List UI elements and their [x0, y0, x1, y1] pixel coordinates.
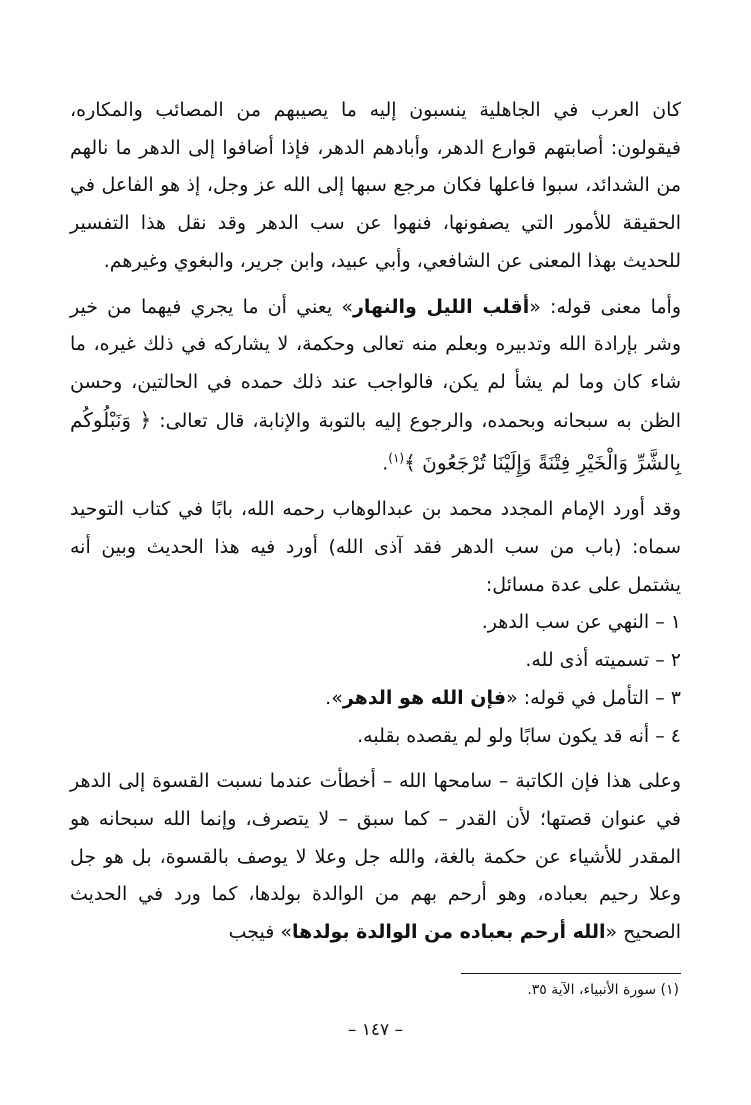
issues-list	[70, 604, 681, 755]
list-item: ١ – النهي عن سب الدهر.	[481, 611, 681, 634]
list-item-3-end: ».	[325, 686, 343, 709]
paragraph-2-intro: وأما معنى قوله: «	[529, 295, 681, 318]
list-item	[70, 680, 681, 718]
footnote: (١) سورة الأنبياء، الآية ٣٥.	[527, 982, 679, 998]
paragraph-4-end: » فيجب	[228, 921, 293, 944]
paragraph-4-body: وعلى هذا فإن الكاتبة – سامحها الله – أخطأت عندما نسبت القسوة إلى الدهر في عنوان قصتها؛ لأن القدر – كما سبق – لا يتصرف، وإنما الله سبحانه هو المقدر للأشياء عن حكمة بالغة، والله جل وعلا لا يوصف بالقسوة، بل هو جل وعلا رحيم بعباده، وهو أرحم بهم من الوالدة بولدها، كما ورد في الحديث الصحيح «	[70, 770, 681, 944]
footnote-divider	[461, 973, 681, 974]
list-item-3-bold: فإن الله هو الدهر	[342, 686, 507, 709]
list-item: ٢ – تسميته أذى لله.	[525, 649, 681, 672]
list-item-3-intro: ٣ – التأمل في قوله: «	[506, 686, 681, 709]
paragraph-2-body: » يعني أن ما يجري فيهما من خير وشر بإرادة الله وتدبيره وبعلم منه تعالى وحكمة، لا يشاركه في ذلك غيره، ما شاء كان وما لم يشأ لم يكن، فالواجب عند ذلك حمده في الحالتين، وحسن الظن به سبحانه وبحمده، والرجوع إليه بالتوبة والإنابة، قال تعالى:	[70, 295, 681, 432]
hadith-phrase-bold: أقلب الليل والنهار	[352, 295, 530, 318]
quran-verse: ﴿ وَنَبْلُوكُم بِالشَّرِّ وَالْخَيْرِ فِتْنَةً وَإِلَيْنَا تُرْجَعُونَ ﴾	[70, 407, 681, 475]
paragraph-2-end: .	[382, 452, 389, 475]
list-item: ٤ – أنه قد يكون سابًا ولو لم يقصده بقلبه.	[357, 724, 681, 747]
footnote-reference: (١)	[388, 451, 405, 466]
paragraph-1: كان العرب في الجاهلية ينسبون إليه ما يصيبهم من المصائب والمكاره، فيقولون: أصابتهم قوارع الدهر، وأبادهم الدهر، فإذا أضافوا إلى الدهر ما نالهم من الشدائد، سبوا فاعلها فكان مرجع سبها إلى الله عز وجل، إذ هو الفاعل في الحقيقة للأمور التي يصفونها، فنهوا عن سب الدهر وقد نقل هذا التفسير للحديث بهذا المعنى عن الشافعي، وأبي عبيد، وابن جرير، والبغوي وغيرهم.	[70, 99, 681, 272]
page-number: – ١٤٧ –	[347, 1020, 404, 1040]
hadith-quote-bold: الله أرحم بعباده من الوالدة بولدها	[292, 921, 606, 944]
paragraph-4	[70, 763, 681, 952]
paragraph-2	[70, 289, 681, 484]
paragraph-3: وقد أورد الإمام المجدد محمد بن عبدالوهاب رحمه الله، بابًا في كتاب التوحيد سماه: (باب من سب الدهر فقد آذى الله) أورد فيه هذا الحديث وبين أنه يشتمل على عدة مسائل:	[70, 498, 681, 596]
